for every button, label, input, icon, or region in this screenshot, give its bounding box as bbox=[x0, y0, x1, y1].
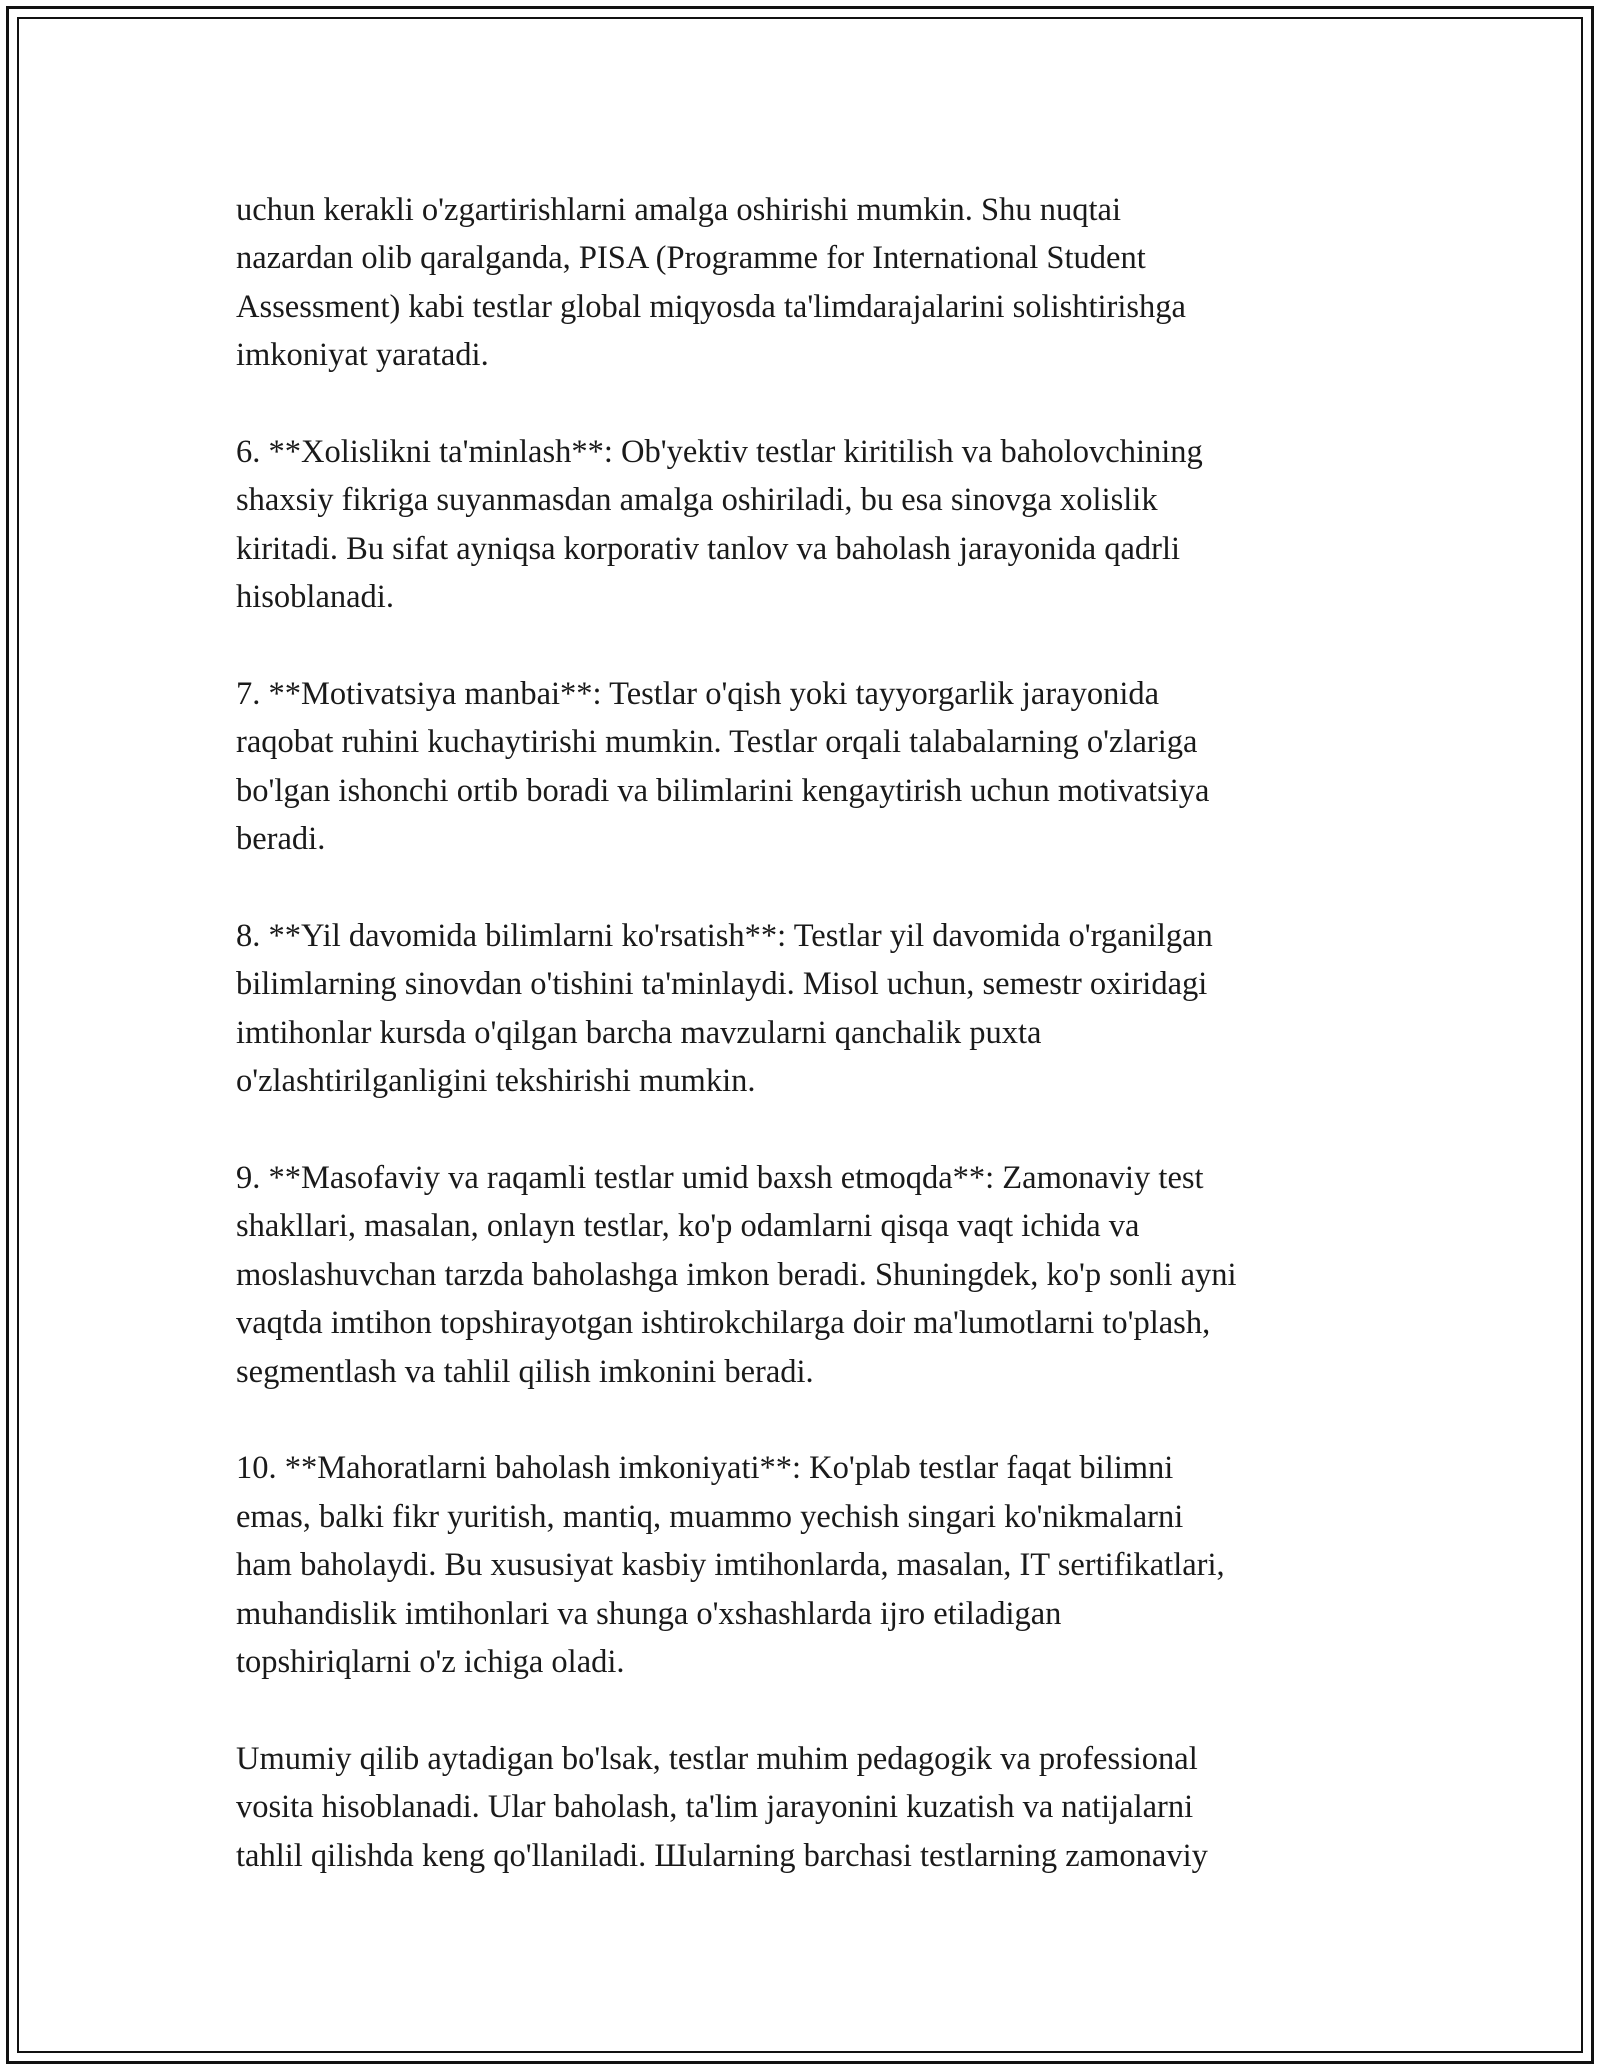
paragraph-intro-continuation: uchun kerakli o'zgartirishlarni amalga oshirishi mumkin. Shu nuqtai nazardan olib qaralganda, PISA (Programme for International Student Assessment) kabi testlar global miqyosda ta'limdarajalarini solishtirishga imkoniyat yaratadi. bbox=[236, 192, 1186, 374]
paragraph-item-10: 10. **Mahoratlarni baholash imkoniyati**: Ko'plab testlar faqat bilimni emas, balki fikr yuritish, mantiq, muammo yechish singari ko'nikmalarni ham baholaydi. Bu xususiyat kasbiy imtihonlarda, masalan, IT sertifikatlari, muhandislik imtihonlari va shunga o'xshashlarda ijro etiladigan topshiriqlarni o'z ichiga oladi. bbox=[236, 1450, 1225, 1681]
paragraph-conclusion: Umumiy qilib aytadigan bo'lsak, testlar muhim pedagogik va professional vosita hisoblanadi. Ular baholash, ta'lim jarayonini kuzatish va natijalarni tahlil qilishda keng qo'llaniladi. Шularning barchasi testlarning zamonaviy bbox=[236, 1740, 1208, 1874]
paragraph-item-6: 6. **Xolislikni ta'minlash**: Ob'yektiv testlar kiritilish va baholovchining shaxsiy fikriga suyanmasdan amalga oshiriladi, bu esa sinovga xolislik kiritadi. Bu sifat ayniqsa korporativ tanlov va baholash jarayonida qadrli hisoblanadi. bbox=[236, 434, 1203, 616]
paragraph-item-7: 7. **Motivatsiya manbai**: Testlar o'qish yoki tayyorgarlik jarayonida raqobat ruhini kuchaytirishi mumkin. Testlar orqali talabalarning o'zlariga bo'lgan ishonchi ortib boradi va bilimlarini kengaytirish uchun motivatsiya beradi. bbox=[236, 676, 1210, 858]
paragraph-item-9: 9. **Masofaviy va raqamli testlar umid baxsh etmoqda**: Zamonaviy test shakllari, masalan, onlayn testlar, ko'p odamlarni qisqa vaqt ichida va moslashuvchan tarzda baholashga imkon beradi. Shuningdek, ko'p sonli ayni vaqtda imtihon topshirayotgan ishtirokchilarga doir ma'lumotlarni to'plash, segmentlash va tahlil qilish imkonini beradi. bbox=[236, 1160, 1237, 1390]
document-body bbox=[236, 186, 1366, 1880]
paragraph-item-8: 8. **Yil davomida bilimlarni ko'rsatish**: Testlar yil davomida o'rganilgan bilimlarning sinovdan o'tishini ta'minlaydi. Misol uchun, semestr oxiridagi imtihonlar kursda o'qilgan barcha mavzularni qanchalik puxta o'zlashtirilganligini tekshirishi mumkin. bbox=[236, 918, 1213, 1100]
